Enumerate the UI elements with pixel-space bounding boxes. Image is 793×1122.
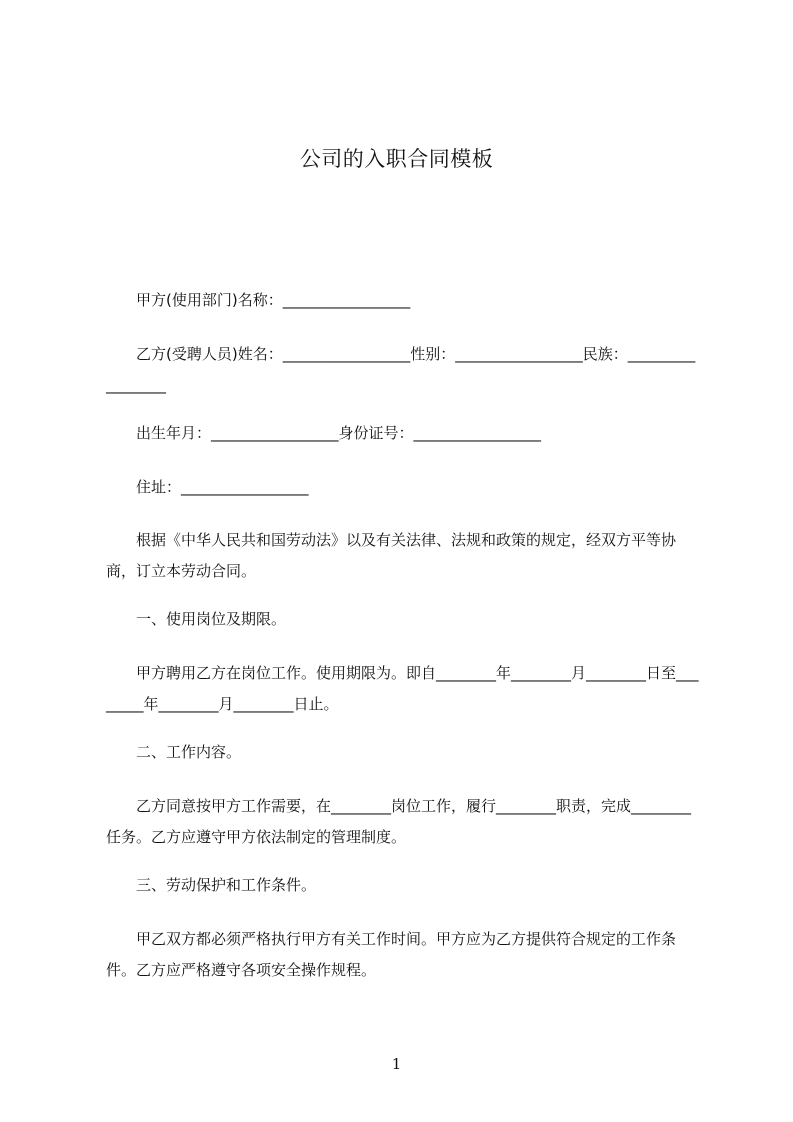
section-1-paragraph: 甲方聘用乙方在岗位工作。使用期限为。即自________年________月________日至________年________月________日止。: [106, 664, 699, 713]
party-b-info-line: 乙方(受聘人员)姓名：_________________性别：_________________民族：_________________: [106, 345, 696, 394]
preamble-paragraph: 根据《中华人民共和国劳动法》以及有关法律、法规和政策的规定，经双方平等协商，订立本劳动合同。: [106, 531, 677, 580]
document-title: 公司的入职合同模板: [299, 147, 494, 171]
birth-id-line: 出生年月：_________________身份证号：_________________: [136, 424, 542, 442]
section-3-paragraph: 甲乙双方都必须严格执行甲方有关工作时间。甲方应为乙方提供符合规定的工作条件。乙方应严格遵守各项安全操作规程。: [106, 930, 677, 979]
section-heading-1: 一、使用岗位及期限。: [136, 610, 287, 628]
section-heading-3: 三、劳动保护和工作条件。: [136, 876, 317, 894]
party-a-name-line: 甲方(使用部门)名称：_________________: [136, 291, 411, 309]
section-heading-2: 二、工作内容。: [136, 743, 242, 761]
address-line: 住址：_________________: [136, 478, 309, 496]
section-2-paragraph: 乙方同意按甲方工作需要，在________岗位工作，履行________职责，完成________任务。乙方应遵守甲方依法制定的管理制度。: [106, 797, 692, 846]
page-number: 1: [391, 1055, 402, 1073]
